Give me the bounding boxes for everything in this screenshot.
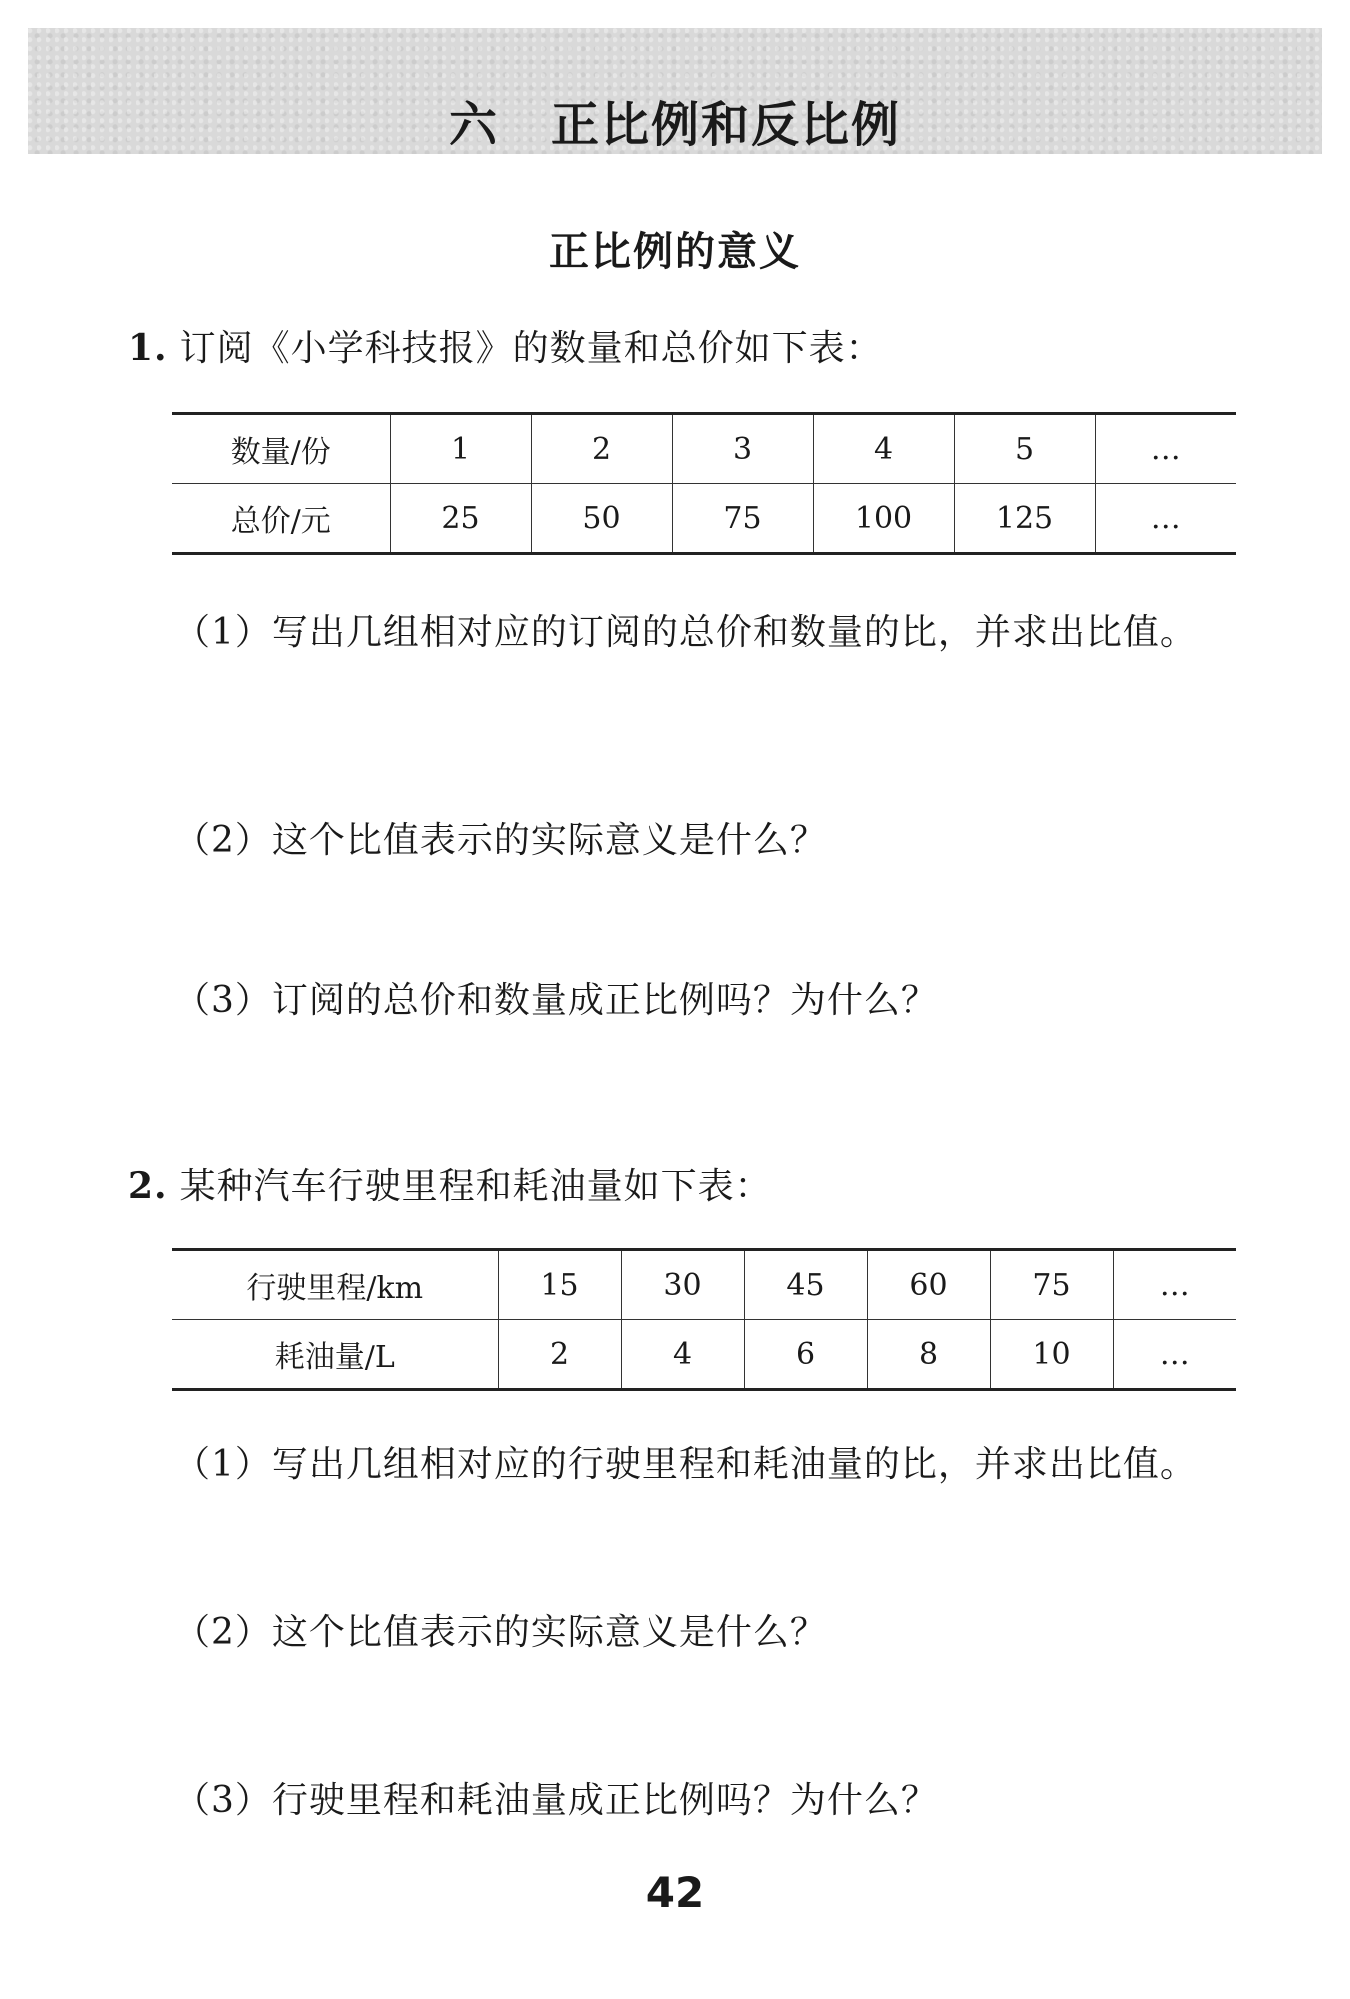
question-1-2: （2）这个比值表示的实际意义是什么？ (174, 820, 827, 861)
row-label: 数量/份 (172, 414, 390, 484)
problem-2 (128, 1158, 772, 1209)
table-cell: 5 (954, 414, 1095, 484)
table-row (172, 414, 1236, 484)
question-1-1: （1）写出几组相对应的订阅的总价和数量的比，并求出比值。 (174, 612, 1197, 653)
problem-number: 1. (128, 327, 168, 369)
problem-1 (128, 320, 883, 371)
question-2-2: （2）这个比值表示的实际意义是什么？ (174, 1612, 827, 1653)
page-number: 42 (645, 1868, 705, 1917)
problem-text: 某种汽车行驶里程和耗油量如下表： (179, 1166, 772, 1207)
table-cell: … (1095, 484, 1236, 554)
row-label: 耗油量/L (172, 1320, 498, 1390)
table-cell: 1 (390, 414, 531, 484)
chapter-banner (28, 28, 1322, 154)
table-cell: … (1095, 414, 1236, 484)
table-cell: 4 (813, 414, 954, 484)
table-cell: 60 (867, 1250, 990, 1320)
table-cell: 25 (390, 484, 531, 554)
row-label: 行驶里程/km (172, 1250, 498, 1320)
chapter-number: 六 (448, 97, 499, 153)
table-cell: 8 (867, 1320, 990, 1390)
table-cell: 45 (744, 1250, 867, 1320)
subscription-table (172, 412, 1236, 555)
section-title: 正比例的意义 (549, 229, 801, 275)
mileage-table (172, 1248, 1236, 1391)
chapter-heading (28, 86, 1322, 155)
table-row (172, 1250, 1236, 1320)
table-cell: 100 (813, 484, 954, 554)
table-cell: 75 (990, 1250, 1113, 1320)
table-row (172, 484, 1236, 554)
chapter-title: 正比例和反比例 (551, 97, 902, 153)
table-cell: 3 (672, 414, 813, 484)
table-row (172, 1320, 1236, 1390)
problem-number: 2. (128, 1165, 168, 1207)
table-cell: … (1113, 1320, 1236, 1390)
table-cell: 2 (498, 1320, 621, 1390)
table-cell: 15 (498, 1250, 621, 1320)
question-2-1: （1）写出几组相对应的行驶里程和耗油量的比，并求出比值。 (174, 1444, 1197, 1485)
table-cell: 4 (621, 1320, 744, 1390)
question-2-3: （3）行驶里程和耗油量成正比例吗？为什么？ (174, 1780, 938, 1821)
problem-text: 订阅《小学科技报》的数量和总价如下表： (179, 328, 883, 369)
table-cell: 75 (672, 484, 813, 554)
table-cell: 30 (621, 1250, 744, 1320)
table-cell: 50 (531, 484, 672, 554)
table-cell: … (1113, 1250, 1236, 1320)
table-cell: 6 (744, 1320, 867, 1390)
question-1-3: （3）订阅的总价和数量成正比例吗？为什么？ (174, 980, 938, 1021)
table-cell: 125 (954, 484, 1095, 554)
row-label: 总价/元 (172, 484, 390, 554)
table-cell: 10 (990, 1320, 1113, 1390)
table-cell: 2 (531, 414, 672, 484)
